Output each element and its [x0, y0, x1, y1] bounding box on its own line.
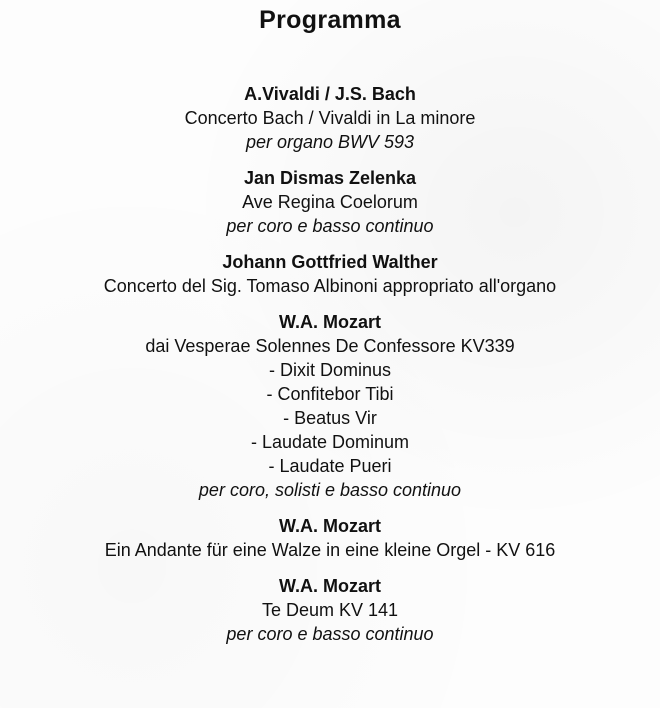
movement-item: - Beatus Vir	[283, 408, 377, 428]
scoring-note: per coro e basso continuo	[226, 216, 434, 236]
work-title: Concerto del Sig. Tomaso Albinoni appropriato all'organo	[103, 276, 557, 296]
scoring-note: per coro e basso continuo	[226, 624, 434, 644]
scoring-note: per coro, solisti e basso continuo	[198, 480, 462, 500]
program-item	[0, 514, 660, 562]
program-list	[0, 82, 660, 658]
composer-name: Johann Gottfried Walther	[222, 252, 438, 272]
program-item	[0, 82, 660, 154]
movement-item: - Dixit Dominus	[268, 360, 392, 380]
program-item	[0, 166, 660, 238]
movement-item: - Laudate Pueri	[268, 456, 392, 476]
composer-name: W.A. Mozart	[279, 312, 381, 332]
work-title: Concerto Bach / Vivaldi in La minore	[184, 108, 476, 128]
work-title: Ein Andante für eine Walze in eine kleine Orgel - KV 616	[104, 540, 556, 560]
work-title: Ave Regina Coelorum	[242, 192, 418, 212]
page-title: Programma	[259, 6, 401, 34]
program-item	[0, 574, 660, 646]
work-title: dai Vesperae Solennes De Confessore KV339	[145, 336, 515, 356]
movement-item: - Confitebor Tibi	[266, 384, 394, 404]
work-title: Te Deum KV 141	[261, 600, 399, 620]
program-item	[0, 250, 660, 298]
composer-name: W.A. Mozart	[279, 516, 381, 536]
scoring-note: per organo BWV 593	[245, 132, 415, 152]
composer-name: W.A. Mozart	[279, 576, 381, 596]
movement-item: - Laudate Dominum	[250, 432, 410, 452]
composer-name: A.Vivaldi / J.S. Bach	[244, 84, 416, 104]
composer-name: Jan Dismas Zelenka	[243, 168, 417, 188]
program-item	[0, 310, 660, 502]
